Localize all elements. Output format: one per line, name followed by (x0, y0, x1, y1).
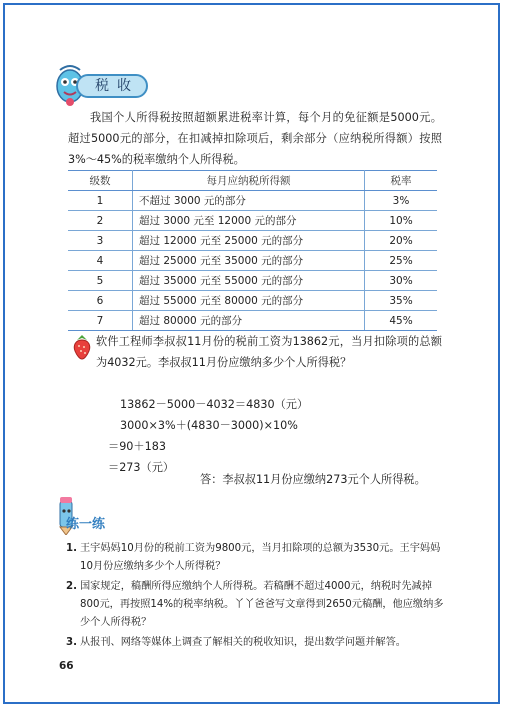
strawberry-icon (72, 334, 92, 360)
cell-rate: 45% (365, 311, 438, 331)
list-item (66, 578, 446, 632)
section-title: 税收 (76, 74, 148, 98)
cell-level: 7 (68, 311, 133, 331)
table-row (68, 291, 437, 311)
cell-rate: 35% (365, 291, 438, 311)
cell-income: 不超过 3000 元的部分 (133, 191, 365, 211)
table-row (68, 191, 437, 211)
cell-level: 1 (68, 191, 133, 211)
table-header-row (68, 171, 437, 191)
header-level: 级数 (68, 171, 133, 191)
cell-level: 5 (68, 271, 133, 291)
table-row (68, 211, 437, 231)
table-row (68, 271, 437, 291)
cell-level: 3 (68, 231, 133, 251)
cell-income: 超过 80000 元的部分 (133, 311, 365, 331)
calc-line-2: 3000×3%＋(4830－3000)×10% (120, 419, 298, 432)
tax-rate-table (68, 170, 437, 331)
exercise-number: 1. (66, 543, 77, 554)
header-rate: 税率 (365, 171, 438, 191)
exercise-number: 3. (66, 637, 77, 648)
table-row (68, 251, 437, 271)
cell-level: 6 (68, 291, 133, 311)
list-item (66, 634, 446, 652)
cell-rate: 25% (365, 251, 438, 271)
table-row (68, 231, 437, 251)
intro-paragraph: 我国个人所得税按照超额累进税率计算，每个月的免征额是5000元。超过5000元的部分，在扣减掉扣除项后，剩余部分（应纳税所得额）按照3%～45%的税率缴纳个人所得税。 (68, 111, 442, 166)
cell-income: 超过 35000 元至 55000 元的部分 (133, 271, 365, 291)
calc-line-3: ＝90＋183 (108, 440, 166, 453)
exercise-number: 2. (66, 581, 77, 592)
cell-income: 超过 25000 元至 35000 元的部分 (133, 251, 365, 271)
cell-income: 超过 55000 元至 80000 元的部分 (133, 291, 365, 311)
cell-level: 2 (68, 211, 133, 231)
cell-rate: 30% (365, 271, 438, 291)
list-item (66, 540, 446, 576)
calc-line-4: ＝273（元） (108, 461, 175, 474)
cell-level: 4 (68, 251, 133, 271)
calc-line-1: 13862－5000－4032＝4830（元） (120, 398, 309, 411)
cell-rate: 20% (365, 231, 438, 251)
practice-label: 练一练 (66, 517, 106, 532)
section-header (52, 60, 152, 110)
exercise-text: 王宇妈妈10月份的税前工资为9800元，当月扣除项的总额为3530元。王宇妈妈10月份应缴纳多少个人所得税？ (80, 543, 441, 572)
exercise-text: 国家规定，稿酬所得应缴纳个人所得税。若稿酬不超过4000元，纳税时先减掉800元，再按照14%的税率纳税。丫丫爸爸写文章得到2650元稿酬，他应缴纳多少个人所得税？ (80, 581, 444, 628)
page-number: 66 (59, 660, 74, 672)
exercise-list (66, 540, 446, 654)
table-row (68, 311, 437, 331)
cell-income: 超过 3000 元至 12000 元的部分 (133, 211, 365, 231)
practice-header (52, 495, 152, 535)
header-income: 每月应纳税所得额 (133, 171, 365, 191)
cell-rate: 10% (365, 211, 438, 231)
cell-rate: 3% (365, 191, 438, 211)
answer-line: 答：李叔叔11月份应缴纳273元个人所得税。 (200, 473, 426, 486)
example-question: 软件工程师李叔叔11月份的税前工资为13862元，当月扣除项的总额为4032元。李叔叔11月份应缴纳多少个人所得税？ (96, 335, 442, 369)
exercise-text: 从报刊、网络等媒体上调查了解相关的税收知识，提出数学问题并解答。 (80, 637, 406, 648)
cell-income: 超过 12000 元至 25000 元的部分 (133, 231, 365, 251)
